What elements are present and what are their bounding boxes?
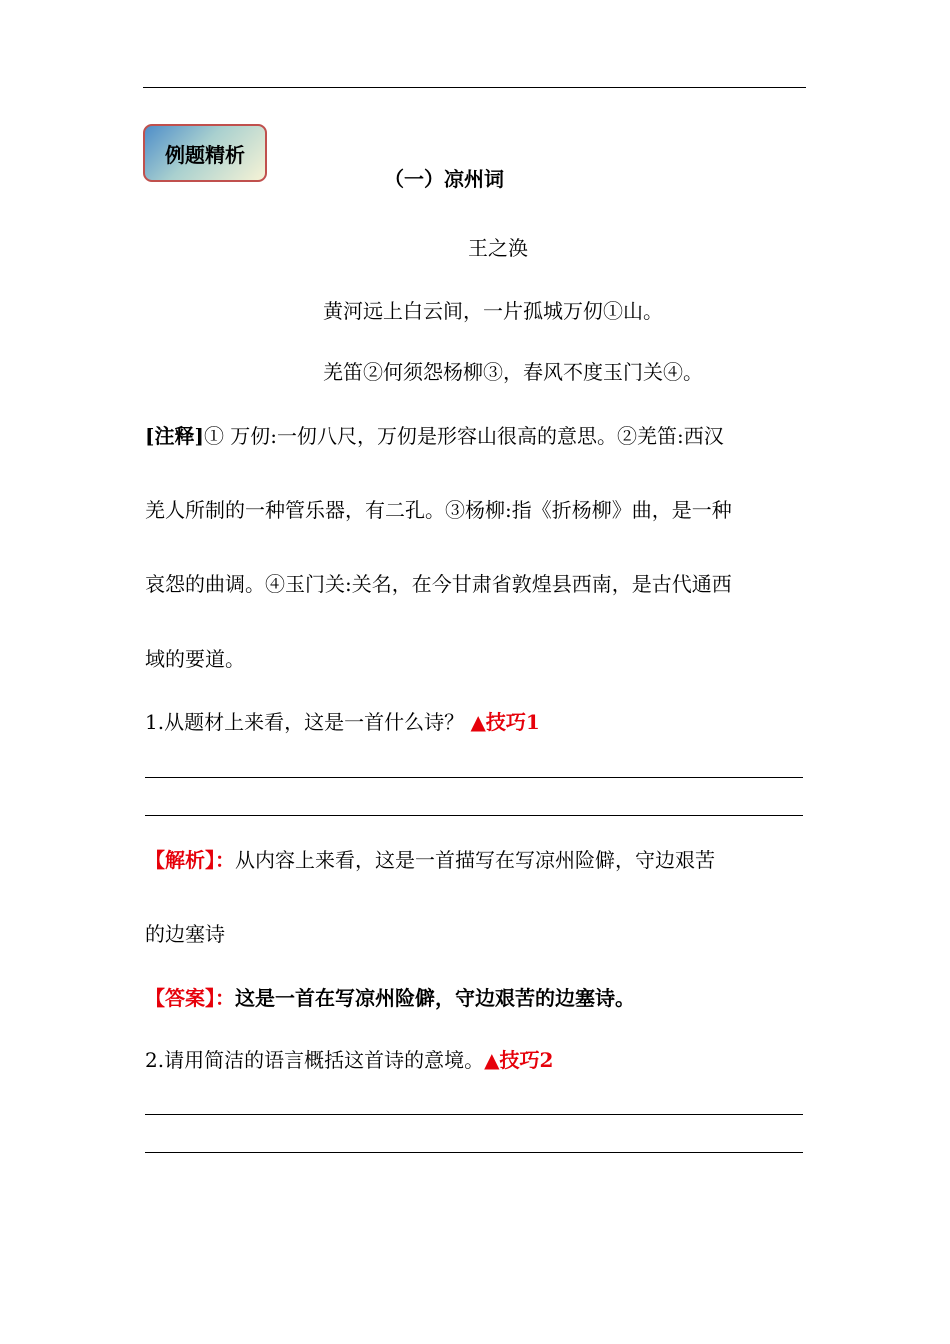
- header-rule: [143, 87, 806, 88]
- section-badge-label: 例题精析: [165, 142, 245, 167]
- notes-line-2: 羌人所制的一种管乐器，有二孔。③杨柳:指《折杨柳》曲，是一种: [145, 498, 732, 522]
- question-2-text: 2.请用简洁的语言概括这首诗的意境。: [145, 1048, 485, 1072]
- question-2-tag: ▲技巧2: [484, 1048, 554, 1072]
- answer-line-1b[interactable]: [145, 815, 803, 816]
- notes-label: [注释]: [145, 424, 204, 448]
- question-1-text: 1.从题材上来看，这是一首什么诗？: [145, 710, 471, 734]
- poem-line-1: 黄河远上白云间，一片孤城万仞①山。: [323, 299, 663, 323]
- question-2: [145, 1046, 553, 1074]
- question-1: [145, 708, 540, 736]
- answer-line-2b[interactable]: [145, 1152, 803, 1153]
- poem-title: （一）凉州词: [384, 167, 504, 191]
- analysis-text-1: 从内容上来看，这是一首描写在写凉州险僻，守边艰苦: [235, 848, 715, 872]
- notes-line-1: [145, 422, 724, 450]
- question-1-tag: ▲技巧1: [470, 710, 540, 734]
- notes-line-3: 哀怨的曲调。④玉门关:关名，在今甘肃省敦煌县西南，是古代通西: [145, 572, 732, 596]
- answer-label: 【答案】：: [145, 986, 235, 1010]
- answer-text: 这是一首在写凉州险僻，守边艰苦的边塞诗。: [235, 986, 635, 1010]
- poem-author: 王之涣: [468, 236, 528, 260]
- answer-line-1a[interactable]: [145, 777, 803, 778]
- poem-line-2: 羌笛②何须怨杨柳③，春风不度玉门关④。: [323, 360, 703, 384]
- analysis-line-1: [145, 846, 715, 874]
- analysis-label: 【解析】：: [145, 848, 235, 872]
- answer-line: [145, 984, 635, 1012]
- analysis-line-2: 的边塞诗: [145, 922, 225, 946]
- section-badge: [143, 124, 267, 182]
- answer-line-2a[interactable]: [145, 1114, 803, 1115]
- notes-text-1: ① 万仞:一仞八尺，万仞是形容山很高的意思。②羌笛:西汉: [203, 424, 724, 448]
- notes-line-4: 域的要道。: [145, 647, 245, 671]
